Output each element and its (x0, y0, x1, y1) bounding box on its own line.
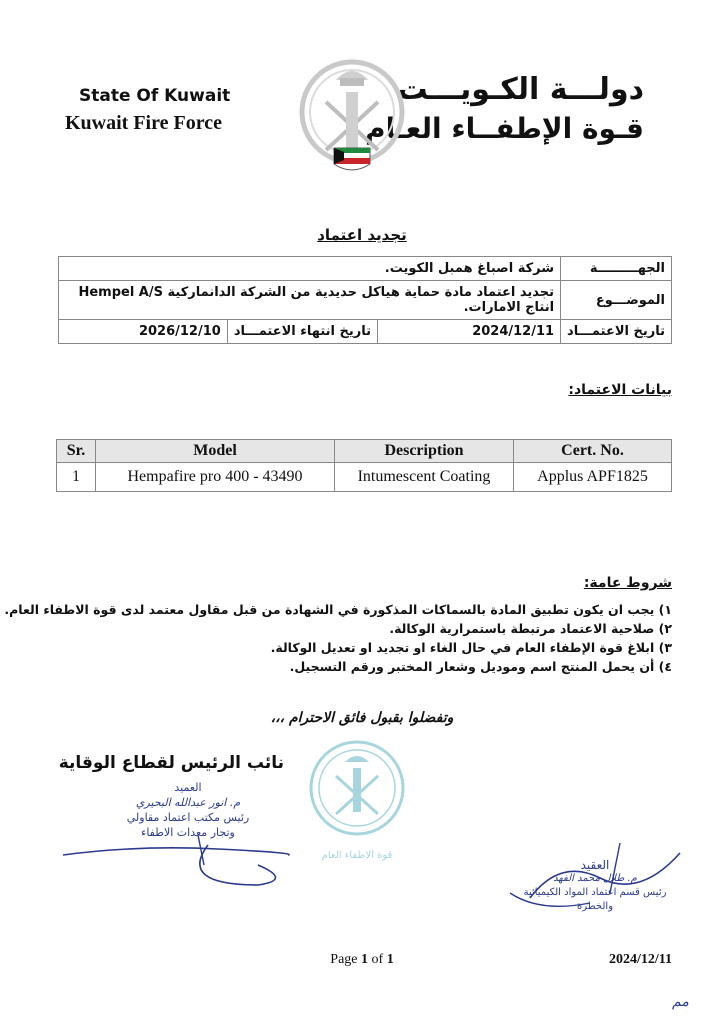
approval-data-heading: بيانات الاعتماد: (568, 382, 672, 398)
approval-date-label: تاريخ الاعتمـــاد (561, 320, 672, 344)
entity-label: الجهـــــــــة (561, 257, 672, 281)
subject-value (59, 281, 561, 320)
table-header-row (57, 440, 672, 463)
footer-date: 2024/12/11 (608, 952, 672, 967)
document-title: تجديد اعتماد (317, 226, 407, 244)
column-header-model: Model (96, 440, 335, 463)
right-signature-rank: العقيد (580, 858, 610, 872)
left-signature-role-line1: رئيس مكتب اعتماد مقاولي (126, 811, 250, 824)
kuwait-flag-shield (334, 148, 370, 170)
condition-item: ٤) أن يحمل المنتج اسم وموديل وشعار المختبر ورقم التسجيل. (289, 659, 672, 674)
header-org-name: Kuwait Fire Force (65, 112, 222, 134)
closing-remark: وتفضلوا بقبول فائق الاحترام ،،، (270, 710, 454, 726)
conditions-heading: شروط عامة: (583, 575, 672, 591)
table-row (59, 281, 672, 320)
header-state-name: State Of Kuwait (79, 86, 231, 106)
entity-value: شركة اصباغ همبل الكويت. (59, 257, 561, 281)
header-state-name-ar: دولـــة الكـويـــت (397, 72, 644, 107)
official-stamp (302, 728, 412, 848)
column-header-sr: Sr. (57, 440, 96, 463)
right-signature-role: رئيس قسم اعتماد المواد الكيميائية والخطرة (523, 887, 667, 912)
table-row (59, 257, 672, 281)
condition-item: ٣) ابلاغ قوة الإطفاء العام في حال الغاء او تجديد او تعديل الوكالة. (270, 640, 672, 655)
stamp-text: قوة الاطفاء العام (321, 850, 393, 861)
page-indicator: Page 1 of 1 (330, 952, 394, 967)
column-header-description: Description (335, 440, 514, 463)
left-handwritten-signature (58, 825, 298, 895)
expiry-date-label: تاريخ انتهاء الاعتمـــاد (227, 320, 377, 344)
left-signature-rank: العميد (174, 781, 202, 794)
subject-line-2: انتاج الامارات. (463, 300, 555, 315)
cell-model: Hempafire pro 400 - 43490 (96, 463, 335, 492)
column-header-cert-no: Cert. No. (514, 440, 672, 463)
table-row (59, 320, 672, 344)
condition-item: ١) يجب ان يكون تطبيق المادة بالسماكات المذكورة في الشهادة من قبل مقاول معتمد لدى قوة الاطفاء العام. (4, 602, 672, 617)
header-org-name-ar: قـوة الإطفــاء العـام (365, 112, 644, 145)
approval-date-value: 2024/12/11 (378, 320, 561, 344)
left-signature-role-line2: وتجار معدات الاطفاء (141, 826, 235, 839)
subject-line-1: تجديد اعتماد مادة حماية هياكل حديدية من الشركة الدانماركية Hempel A/S (78, 285, 555, 300)
info-table (58, 256, 672, 344)
conditions-list (4, 600, 672, 676)
deputy-title: نائب الرئيس لقطاع الوقاية (58, 753, 284, 773)
expiry-date-value: 2026/12/10 (59, 320, 228, 344)
condition-item: ٢) صلاحية الاعتماد مرتبطة باستمرارية الوكالة. (389, 621, 672, 636)
kuwait-fire-force-emblem (296, 40, 408, 180)
right-signature-name: م. طلال محمد الفهد (553, 873, 637, 884)
models-table (56, 439, 672, 492)
cell-cert-no: Applus APF1825 (514, 463, 672, 492)
table-row (57, 463, 672, 492)
right-signature-block (505, 858, 685, 914)
subject-label: الموضـــوع (561, 281, 672, 320)
cell-description: Intumescent Coating (335, 463, 514, 492)
cell-sr: 1 (57, 463, 96, 492)
footer-initials: مم (672, 994, 689, 1010)
left-signature-name: م. انور عبدالله البحيري (135, 796, 241, 809)
